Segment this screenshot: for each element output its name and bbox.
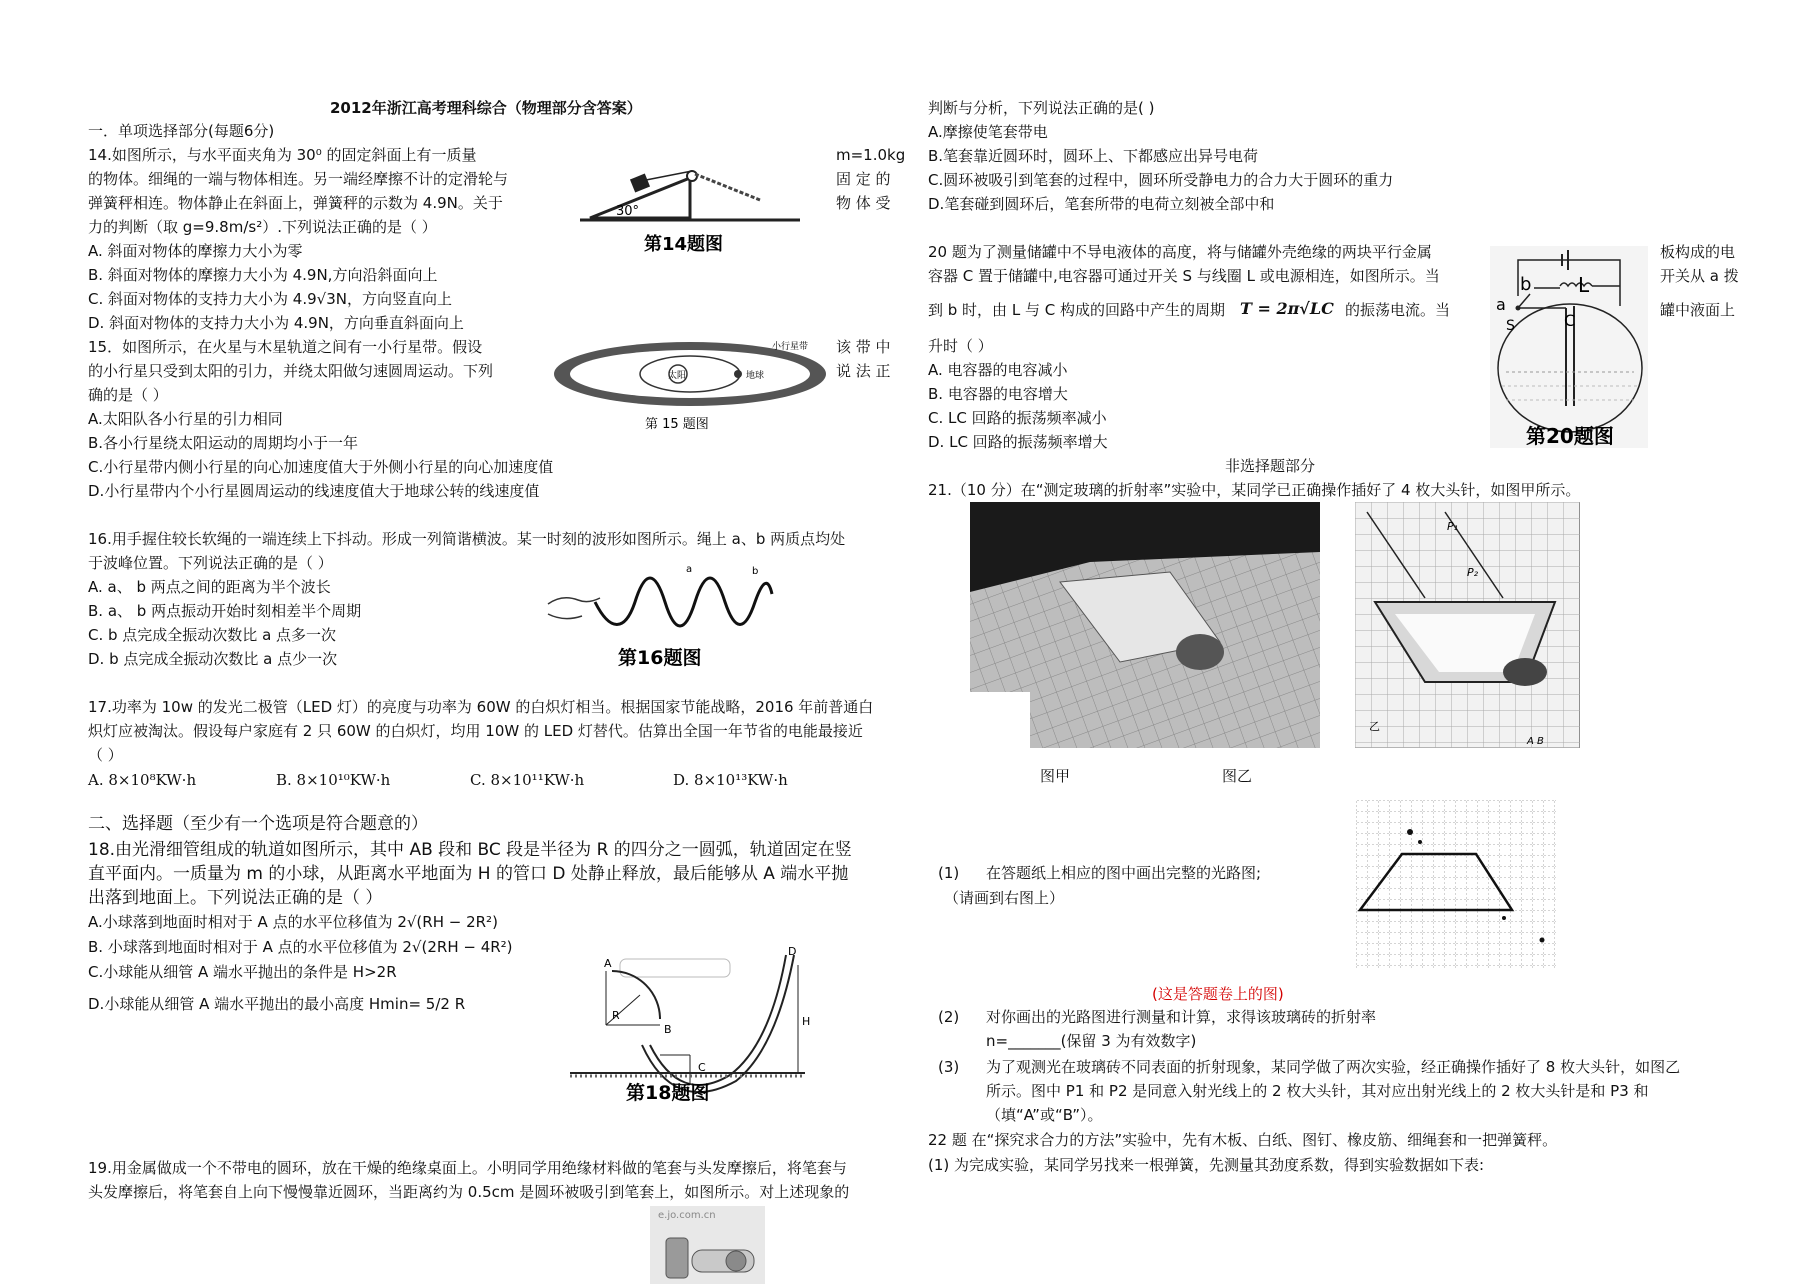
q19-line2: 头发摩擦后，将笔套自上向下慢慢靠近圆环，当距离约为 0.5cm 是圆环被吸引到笔套上，如图所示。对上述现象的 [88,1183,850,1201]
pin-p4 [1540,938,1545,943]
label-yi: 乙 [1369,720,1380,733]
q22-line2: (1) 为完成实验，某同学另找来一根弹簧，先测量其劲度系数，得到实验数据如下表: [928,1156,1485,1174]
q14-figure [580,140,810,260]
q16-figure [540,562,790,672]
wave [595,578,772,626]
q20-option-b: B. 电容器的电容增大 [928,385,1068,403]
q19-continued: 判断与分析，下列说法正确的是( ) [928,99,1155,117]
q18-line1: 18.由光滑细管组成的轨道如图所示，其中 AB 段和 BC 段是半径为 R 的四分之一圆弧，轨道固定在竖 [88,840,852,860]
q19-figure [650,1206,765,1284]
q16-option-d: D. b 点完成全振动次数比 a 点少一次 [88,650,338,668]
label-l: L [1578,273,1590,297]
watermark: e.jo.com.cn [658,1210,716,1221]
q15-caption: 第 15 题图 [645,417,709,432]
q20-right3: 罐中液面上 [1660,301,1736,319]
q17-line2: 炽灯应被淘汰。假设每户家庭有 2 只 60W 的白炽灯，均用 10W 的 LED 灯替代。估算出全国一年节省的电能最接近 [88,722,863,740]
q21-sub1-number: (1) [938,864,960,882]
q14-right3: 物 体 受 [836,194,891,212]
label-d: D [788,945,797,958]
q15-option-b: B.各小行星绕太阳运动的周期均小于一年 [88,434,359,452]
q17-option-c: C. 8×10¹¹KW·h [470,771,585,789]
q16-option-a: A. a、 b 两点之间的距离为半个波长 [88,578,331,596]
q19-option-d: D.笔套碰到圆环后，笔套所带的电荷立刻被全部中和 [928,195,1275,213]
q17-line3: （ ） [88,746,123,764]
q20-line2: 容器 C 置于储罐中,电容器可通过开关 S 与线圈 L 或电源相连，如图所示。当 [928,267,1440,285]
q21-sub2-answer: n=_______(保留 3 为有效数字) [986,1032,1197,1050]
label-c: C [1564,311,1576,330]
ring [666,1238,688,1278]
q17-option-b: B. 8×10¹⁰KW·h [276,771,391,789]
q14-right1: m=1.0kg [836,146,906,164]
q14-line1: 14.如图所示，与水平面夹角为 30⁰ 的固定斜面上有一质量 [88,146,477,164]
q20-line3a: 到 b 时，由 L 与 C 构成的回路中产生的周期 [928,301,1225,319]
q14-line3: 弹簧秤相连。物体静止在斜面上，弹簧秤的示数为 4.9N。关于 [88,194,503,212]
q15-option-c: C.小行星带内侧小行星的向心加速度值大于外侧小行星的向心加速度值 [88,458,554,476]
q20-right1: 板构成的电 [1660,243,1736,261]
q21-sub3: 为了观测光在玻璃砖不同表面的折射现象，某同学做了两次实验，经正确操作插好了 8 枚大头针，如图乙 [986,1058,1681,1076]
q21-sub3-line3: （填“A”或“B”）。 [986,1106,1103,1124]
q19-option-c: C.圆环被吸引到笔套的过程中，圆环所受静电力的合力大于圆环的重力 [928,171,1394,189]
q20-option-c: C. LC 回路的振荡频率减小 [928,409,1107,427]
page-title: 2012年浙江高考理科综合（物理部分含答案） [330,99,642,117]
q20-formula: T = 2π√LC [1240,299,1334,318]
q21-figure-yi [1355,502,1580,748]
belt-label: 小行星带 [772,342,809,352]
q21-answer-grid [1356,800,1556,970]
q18-option-d: D.小球能从细管 A 端水平抛出的最小高度 Hmin= 5/2 R [88,995,466,1013]
q16-option-b: B. a、 b 两点振动开始时刻相差半个周期 [88,602,362,620]
q20-line3b: 的振荡电流。当 [1345,301,1451,319]
q14-option-c: C. 斜面对物体的支持力大小为 4.9√3N，方向竖直向上 [88,290,452,308]
q19-line1: 19.用金属做成一个不带电的圆环，放在干燥的绝缘桌面上。小明同学用绝缘材料做的笔套与头发摩擦后，将笔套与 [88,1159,847,1177]
point-b-label: b [752,566,759,577]
q20-right2: 开关从 a 拨 [1660,267,1739,285]
label-c: C [698,1061,706,1074]
q20-option-d: D. LC 回路的振荡频率增大 [928,433,1108,451]
label-h: H [802,1015,810,1028]
q15-line3: 确的是（ ） [88,386,168,404]
arc-bc [650,955,786,1085]
label-ab: A B [1527,736,1544,747]
q19-option-b: B.笔套靠近圆环时，圆环上、下都感应出异号电荷 [928,147,1259,165]
q20-option-a: A. 电容器的电容减小 [928,361,1068,379]
q21-sub2-number: (2) [938,1008,960,1026]
shadow [1176,634,1224,670]
q15-figure [550,334,830,434]
q16-line2: 于波峰位置。下列说法正确的是（ ） [88,554,333,572]
q18-line3: 出落到地面上。下列说法正确的是（ ） [88,888,383,908]
pin-p3 [1502,916,1506,920]
q14-right2: 固 定 的 [836,170,891,188]
q21-figure-jia [970,502,1320,748]
q15-option-d: D.小行星带内个小行星圆周运动的线速度值大于地球公转的线速度值 [88,482,540,500]
q14-line4: 力的判断（取 g=9.8m/s²）.下列说法正确的是（ ） [88,218,437,236]
q18-figure [560,945,810,1103]
nonchoice-heading: 非选择题部分 [1225,457,1316,475]
label-b: b [1520,274,1532,295]
q17-option-d: D. 8×10¹³KW·h [673,771,788,789]
q16-caption: 第16题图 [618,647,702,669]
q15-right2: 说 法 正 [836,362,891,380]
point-a-label: a [686,564,693,575]
label-p2: P₂ [1467,566,1479,579]
caption-yi: 图乙 [1222,767,1253,785]
label-p1: P₁ [1447,520,1459,533]
label-b: B [664,1023,672,1036]
q20-line4: 升时（ ） [928,337,993,355]
q21-sub3-line2: 所示。图中 P1 和 P2 是同意入射光线上的 2 枚大头针，其对应出射光线上的 2 枚大头针是和 P3 和 [986,1082,1649,1100]
block [630,174,650,193]
angle-label: 30° [616,204,640,219]
label-a: A [604,957,612,970]
q17-line1: 17.功率为 10w 的发光二极管（LED 灯）的亮度与功率为 60W 的白炽灯相当。根据国家节能战略，2016 年前普通白 [88,698,874,716]
q14-option-d: D. 斜面对物体的支持力大小为 4.9N，方向垂直斜面向上 [88,314,464,332]
pin-p2 [1418,840,1422,844]
q14-option-b: B. 斜面对物体的摩擦力大小为 4.9N,方向沿斜面向上 [88,266,438,284]
q21-sub1: 在答题纸上相应的图中画出完整的光路图; [986,864,1262,882]
q19-option-a: A.摩擦使笔套带电 [928,123,1048,141]
q20-caption: 第20题图 [1526,424,1614,448]
hand [548,598,600,604]
q15-line1: 15．如图所示，在火星与木星轨道之间有一小行星带。假设 [88,338,483,356]
q16-line1: 16.用手握住较长软绳的一端连续上下抖动。形成一列简谐横波。某一时刻的波形如图所示。绳上 a、b 两质点均处 [88,530,846,548]
label-a: a [1496,295,1506,314]
q18-option-c: C.小球能从细管 A 端水平抛出的条件是 H>2R [88,963,397,981]
label-r: R [612,1009,620,1022]
q14-line2: 的物体。细绳的一端与物体相连。另一端经摩擦不计的定滑轮与 [88,170,509,188]
pin-p1 [1407,829,1413,835]
q18-option-b: B. 小球落到地面时相对于 A 点的水平位移值为 2√(2RH − 4R²) [88,938,513,956]
q20-line1: 20 题为了测量储罐中不导电液体的高度，将与储罐外壳绝缘的两块平行金属 [928,243,1432,261]
q16-option-c: C. b 点完成全振动次数比 a 点多一次 [88,626,337,644]
q14-option-a: A. 斜面对物体的摩擦力大小为零 [88,242,303,260]
q21-sub3-number: (3) [938,1058,960,1076]
q18-caption: 第18题图 [626,1082,710,1103]
q20-figure [1490,246,1648,448]
q21-sub1-note: （请画到右图上） [944,889,1065,907]
q21-line1: 21.（10 分）在“测定玻璃的折射率”实验中，某同学已正确操作插好了 4 枚大头针，如图甲所示。 [928,481,1581,499]
section-heading-single-choice: 一．单项选择部分(每题6分) [88,122,275,140]
q22-line1: 22 题 在“探究求合力的方法”实验中，先有木板、白纸、图钉、橡皮筋、细绳套和一把弹簧秤。 [928,1131,1558,1149]
q18-line2: 直平面内。一质量为 m 的小球，从距离水平地面为 H 的管口 D 处静止释放，最后能够从 A 端水平抛 [88,864,849,884]
shadow [1503,658,1547,686]
pulley [687,171,697,181]
section-heading-multi-choice: 二、选择题（至少有一个选项是符合题意的） [88,814,428,834]
q18-option-a: A.小球落到地面时相对于 A 点的水平位移值为 2√(RH − 2R²) [88,913,498,931]
q17-option-a: A. 8×10⁸KW·h [88,771,197,789]
q14-caption: 第14题图 [644,234,724,255]
caption-jia: 图甲 [1040,767,1071,785]
q15-option-a: A.太阳队各小行星的引力相同 [88,410,283,428]
label-s: S [1506,318,1515,334]
sun-label: 太阳 [668,371,687,381]
earth [734,370,742,378]
q15-right1: 该 带 中 [836,338,891,356]
q15-line2: 的小行星只受到太阳的引力，并绕太阳做匀速圆周运动。下列 [88,362,494,380]
q21-sub2: 对你画出的光路图进行测量和计算，求得该玻璃砖的折射率 [986,1008,1377,1026]
answer-sheet-note: (这是答题卷上的图) [1152,985,1284,1003]
spring-scale [695,174,760,200]
earth-label: 地球 [746,371,765,381]
